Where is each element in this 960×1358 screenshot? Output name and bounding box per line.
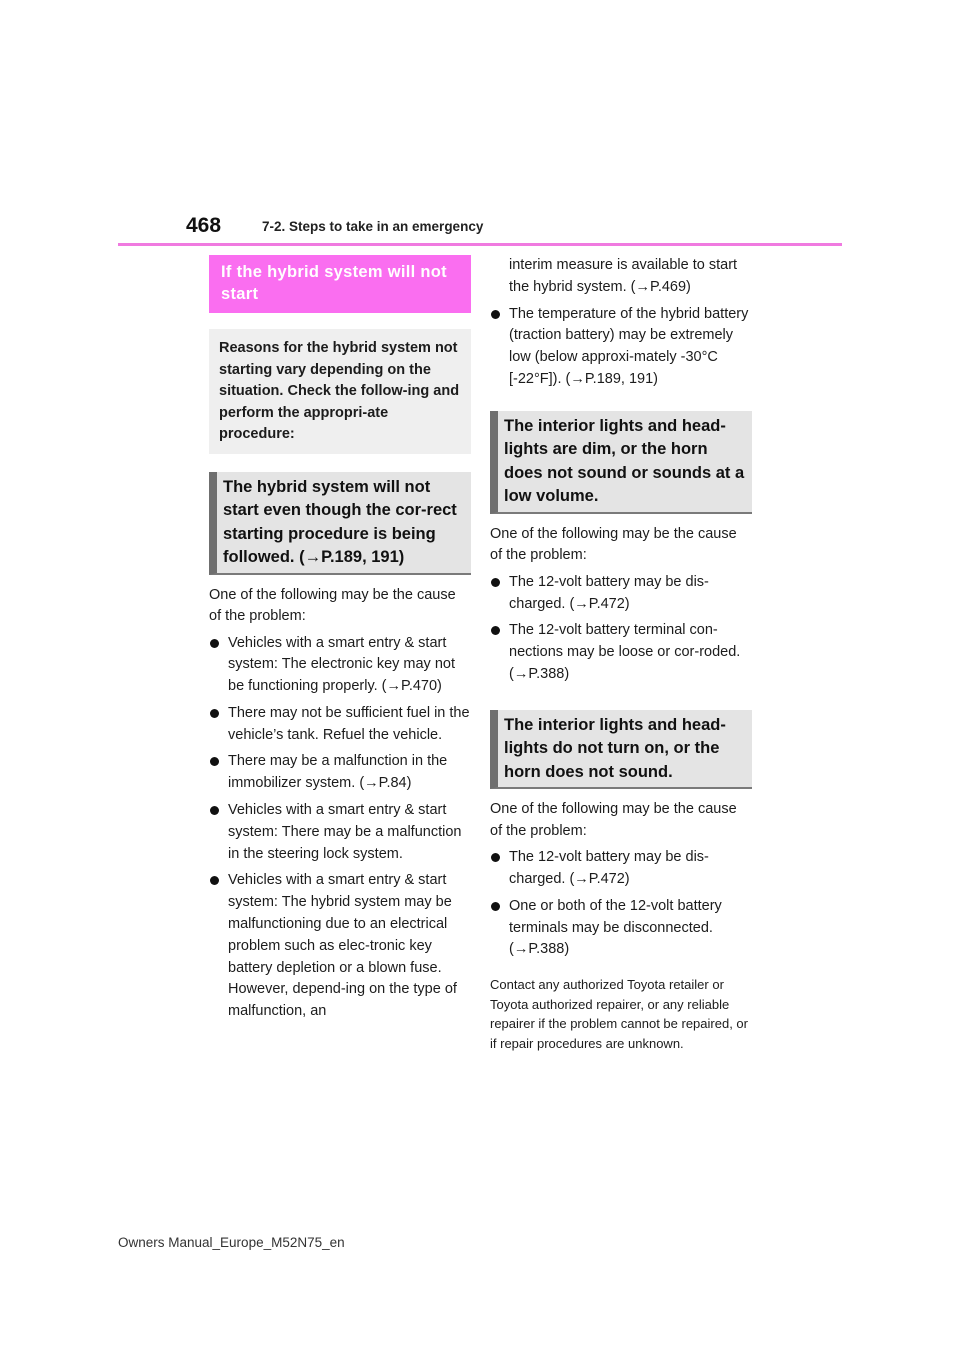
header-rule xyxy=(118,243,842,246)
continuation-text: interim measure is available to start the hybrid system. (→P.469) xyxy=(509,257,738,295)
list-item: Vehicles with a smart entry & start system: The hybrid system may be malfunctioning due to an electrical problem such as elec-tronic key battery depletion or a blown fuse. However, depend-ing on the type of malfunction, an xyxy=(209,870,471,1023)
left-column xyxy=(209,255,471,1023)
right-column xyxy=(490,255,752,1053)
list-item: Vehicles with a smart entry & start system: The electronic key may not be functioning properly. (→P.470) xyxy=(209,633,471,698)
cause-list xyxy=(490,572,752,686)
page-number: 468 xyxy=(186,214,222,237)
intro-box: Reasons for the hybrid system not starting vary depending on the situation. Check the follow-ing and perform the appropri-ate procedure: xyxy=(209,329,471,454)
list-item: The 12-volt battery may be dis-charged. (→P.472) xyxy=(490,847,752,891)
subheading-lights-dim: The interior lights and head-lights are dim, or the horn does not sound or sounds at a low volume. xyxy=(490,411,752,514)
cause-list xyxy=(209,633,471,1024)
lead-text: One of the following may be the cause of the problem: xyxy=(209,586,456,624)
list-item: The temperature of the hybrid battery (traction battery) may be extremely low (below approxi-mately -30°C [-22°F]). (→P.189, 191) xyxy=(490,304,752,391)
list-item: The 12-volt battery may be dis-charged. (→P.472) xyxy=(490,572,752,616)
list-item: There may be a malfunction in the immobilizer system. (→P.84) xyxy=(209,751,471,795)
cause-list-continued xyxy=(490,304,752,391)
lead-text: One of the following may be the cause of the problem: xyxy=(490,801,737,839)
list-item: One or both of the 12-volt battery terminals may be disconnected. (→P.388) xyxy=(490,896,752,961)
list-item: There may not be sufficient fuel in the vehicle’s tank. Refuel the vehicle. xyxy=(209,703,471,747)
subheading-lights-off: The interior lights and head-lights do not turn on, or the horn does not sound. xyxy=(490,710,752,790)
subheading-not-start: The hybrid system will not start even though the cor-rect starting procedure is being followed. (→P.189, 191) xyxy=(209,472,471,575)
cause-list xyxy=(490,847,752,961)
main-heading: If the hybrid system will not start xyxy=(209,255,471,313)
contact-note: Contact any authorized Toyota retailer or Toyota authorized repairer, or any reliable repairer if the problem cannot be repaired, or if repair procedures are unknown. xyxy=(490,977,748,1051)
footer-text: Owners Manual_Europe_M52N75_en xyxy=(118,1235,345,1250)
lead-text: One of the following may be the cause of the problem: xyxy=(490,525,737,564)
section-title: 7-2. Steps to take in an emergency xyxy=(262,219,484,234)
list-item: Vehicles with a smart entry & start system: There may be a malfunction in the steering lock system. xyxy=(209,800,471,865)
list-item: The 12-volt battery terminal con-nections may be loose or cor-roded. (→P.388) xyxy=(490,620,752,685)
